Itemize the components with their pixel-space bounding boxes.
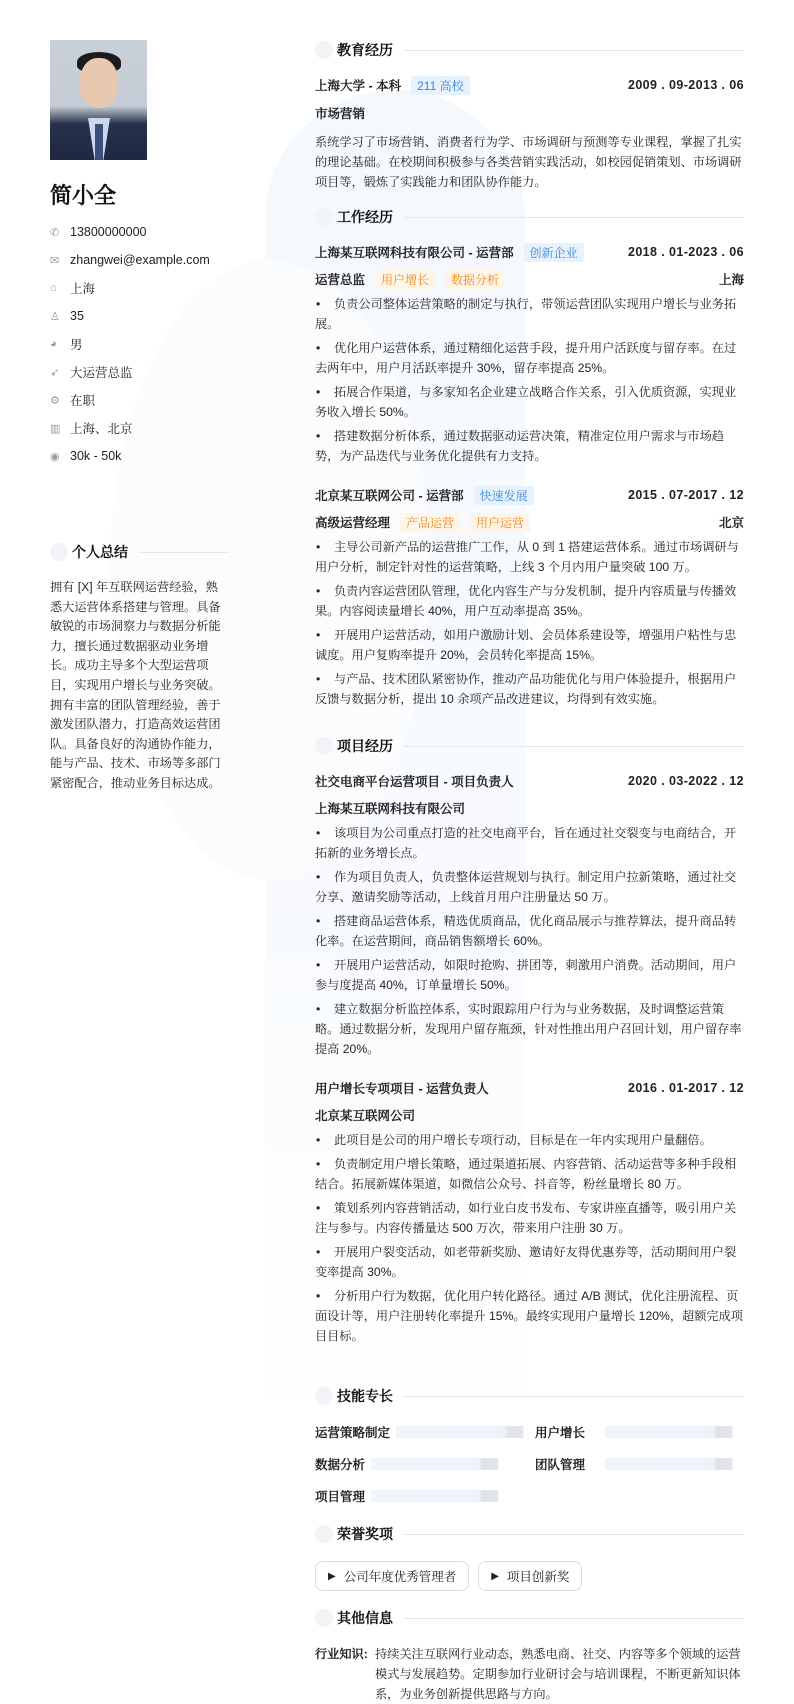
skill-tag: 用户运营 — [470, 513, 530, 532]
date-range: 2016 . 01-2017 . 12 — [627, 1081, 744, 1095]
contact-item — [50, 386, 210, 414]
section-title: 教育经历 — [337, 42, 393, 58]
bullet-item: • 优化用户运营体系，通过精细化运营手段，提升用户活跃度与留存率。在过去两年中，用户月活跃率提升 30%，留存率提高 25%。 — [315, 338, 744, 378]
skill-level-fill — [371, 1458, 498, 1470]
project-header — [315, 770, 744, 792]
date-range: 2020 . 03-2022 . 12 — [627, 774, 744, 788]
project-name: 用户增长专项项目 - 运营负责人 — [315, 1082, 489, 1096]
contact-value: 上海、北京 — [70, 422, 133, 436]
skill-level-fill — [605, 1426, 732, 1438]
education-date: 2009 . 09-2013 . 06 — [627, 78, 744, 92]
award-button[interactable] — [315, 1561, 469, 1591]
bullet-item: • 负责公司整体运营策略的制定与执行，带领运营团队实现用户增长与业务拓展。 — [315, 294, 744, 334]
company-row — [315, 1104, 744, 1126]
award-label: 公司年度优秀管理者 — [343, 1570, 457, 1584]
bullet-list — [315, 537, 744, 709]
date-range: 2015 . 07-2017 . 12 — [627, 488, 744, 502]
job-header — [315, 484, 744, 506]
salary-icon: ◉ — [50, 450, 60, 463]
skill-item — [535, 1421, 744, 1443]
paper-plane-icon: ➶ — [50, 366, 60, 379]
contact-value: 男 — [70, 338, 83, 352]
bullet-item: • 作为项目负责人，负责整体运营规划与执行。制定用户拉新策略，通过社交分享、邀请奖励等活动，上线首月用户注册量达 50 万。 — [315, 867, 744, 907]
other-label: 行业知识: — [315, 1647, 368, 1661]
section-title: 工作经历 — [337, 209, 393, 225]
bullet-item: • 搭建商品运营体系，精选优质商品，优化商品展示与推荐算法，提升商品转化率。在运营期间，商品销售额增长 60%。 — [315, 911, 744, 951]
skill-level-bar — [605, 1426, 733, 1438]
contact-item — [50, 442, 210, 470]
job-header — [315, 241, 744, 263]
skill-level-fill — [371, 1490, 498, 1502]
skill-level-fill — [396, 1426, 523, 1438]
bullet-item: • 负责内容运营团队管理，优化内容生产与分发机制，提升内容质量与传播效果。内容阅读量增长 40%，用户互动率提高 35%。 — [315, 581, 744, 621]
skill-name: 数据分析 — [315, 1458, 366, 1472]
other-section — [315, 1606, 744, 1704]
section-title: 个人总结 — [72, 544, 128, 560]
education-description: 系统学习了市场营销、消费者行为学、市场调研与预测等专业课程，掌握了扎实的理论基础。在校期间积极参与各类营销实践活动，如校园促销策划、市场调研项目等，锻炼了实践能力和团队协作能力。 — [315, 135, 742, 189]
home-icon: ⌂ — [50, 282, 57, 294]
bullet-item: • 开展用户运营活动，如用户激励计划、会员体系建设等，增强用户粘性与忠诚度。用户复购率提升 20%，会员转化率提高 15%。 — [315, 625, 744, 665]
contact-value: 大运营总监 — [70, 366, 133, 380]
bullet-list — [315, 294, 744, 466]
section-icon — [315, 208, 333, 226]
bullet-item: • 负责制定用户增长策略，通过渠道拓展、内容营销、活动运营等多种手段相结合。拓展新媒体渠道，如微信公众号、抖音等，粉丝量增长 80 万。 — [315, 1154, 744, 1194]
other-text: 持续关注互联网行业动态，熟悉电商、社交、内容等多个领域的运营模式与发展趋势。定期参加行业研讨会与培训课程，不断更新知识体系，为业务创新提供思路与方向。 — [375, 1647, 741, 1701]
contact-item — [50, 330, 210, 358]
bullet-item: • 该项目为公司重点打造的社交电商平台，旨在通过社交裂变与电商结合，开拓新的业务增长点。 — [315, 823, 744, 863]
company-name: 北京某互联网公司 - 运营部 — [315, 489, 464, 503]
title-group — [315, 1079, 489, 1097]
skill-level-bar — [371, 1490, 499, 1502]
contact-value: 上海 — [70, 282, 96, 296]
skill-item — [535, 1453, 744, 1475]
section-title: 其他信息 — [337, 1610, 393, 1626]
award-label: 项目创新奖 — [506, 1570, 570, 1584]
role-group — [315, 513, 530, 532]
title-group — [315, 772, 514, 790]
contact-value: 13800000000 — [70, 225, 147, 239]
section-icon — [50, 543, 68, 561]
role-row — [315, 511, 744, 533]
contact-value: zhangwei@example.com — [70, 253, 210, 267]
skills-section — [315, 1384, 744, 1507]
bullet-item: • 建立数据分析监控体系，实时跟踪用户行为与业务数据，及时调整运营策略。通过数据分析，发现用户留存瓶颈，针对性推出用户召回计划，用户留存率提高 20%。 — [315, 999, 744, 1059]
bullet-list — [315, 1130, 744, 1346]
awards-section — [315, 1522, 744, 1591]
skill-name: 团队管理 — [535, 1458, 586, 1472]
education-section — [315, 38, 744, 192]
skill-item — [315, 1421, 535, 1443]
contact-value: 在职 — [70, 394, 96, 408]
section-icon — [315, 1387, 333, 1405]
summary-section — [50, 540, 230, 794]
contact-item — [50, 358, 210, 386]
gender-icon: ◕ — [50, 338, 57, 350]
company-name: 北京某互联网公司 — [315, 1109, 416, 1123]
section-icon — [315, 737, 333, 755]
play-triangle-icon: ▶ — [491, 1570, 499, 1582]
school-tag: 211 高校 — [411, 76, 469, 95]
bullet-item: • 搭建数据分析体系，通过数据驱动运营决策，精准定位用户需求与市场趋势，为产品迭代与业务优化提供有力支持。 — [315, 426, 744, 466]
role: 高级运营经理 — [315, 516, 391, 530]
bullet-item: • 开展用户裂变活动，如老带新奖励、邀请好友得优惠券等，活动期间用户裂变率提高 30%。 — [315, 1242, 744, 1282]
bullet-item: • 此项目是公司的用户增长专项行动，目标是在一年内实现用户量翻倍。 — [315, 1130, 744, 1150]
title-group — [315, 486, 534, 505]
gear-icon: ⚙ — [50, 394, 60, 407]
contact-value: 30k - 50k — [70, 449, 122, 463]
city: 北京 — [718, 516, 744, 530]
skill-item — [315, 1485, 535, 1507]
company-row — [315, 797, 744, 819]
skill-item — [315, 1453, 535, 1475]
company-tag: 快速发展 — [474, 486, 534, 505]
contact-item — [50, 274, 210, 302]
title-group — [315, 243, 584, 262]
avatar-photo — [50, 40, 147, 160]
contact-item — [50, 246, 210, 274]
bullet-item: • 分析用户行为数据，优化用户转化路径。通过 A/B 测试，优化注册流程、页面设计等，用户注册转化率提升 15%。最终实现用户量增长 120%，超额完成项目目标。 — [315, 1286, 744, 1346]
candidate-name: 简小全 — [50, 183, 117, 208]
role: 运营总监 — [315, 273, 366, 287]
work-section — [315, 205, 744, 709]
skill-tag: 用户增长 — [375, 270, 435, 289]
bullet-item: • 策划系列内容营销活动，如行业白皮书发布、专家讲座直播等，吸引用户关注与参与。内容传播量达 500 万次，带来用户注册 30 万。 — [315, 1198, 744, 1238]
mail-icon: ✉ — [50, 254, 60, 267]
skill-tag: 产品运营 — [400, 513, 460, 532]
contact-value: 35 — [70, 309, 84, 323]
company-name: 上海某互联网科技有限公司 - 运营部 — [315, 246, 514, 260]
phone-icon: ✆ — [50, 226, 60, 239]
section-title: 荣誉奖项 — [337, 1526, 393, 1542]
project-header — [315, 1077, 744, 1099]
skill-level-bar — [396, 1426, 524, 1438]
skill-tag: 数据分析 — [445, 270, 505, 289]
contact-list — [50, 218, 210, 470]
skill-level-fill — [605, 1458, 732, 1470]
role-group — [315, 270, 505, 289]
bullet-list — [315, 823, 744, 1059]
school-name: 上海大学 - 本科 — [315, 79, 402, 93]
company-name: 上海某互联网科技有限公司 — [315, 802, 466, 816]
section-title: 项目经历 — [337, 738, 393, 754]
major: 市场营销 — [315, 107, 366, 121]
project-name: 社交电商平台运营项目 - 项目负责人 — [315, 775, 514, 789]
section-icon — [315, 1609, 333, 1627]
skill-level-bar — [605, 1458, 733, 1470]
city: 上海 — [718, 273, 744, 287]
contact-item — [50, 218, 210, 246]
section-title: 技能专长 — [337, 1388, 393, 1404]
award-button[interactable] — [478, 1561, 582, 1591]
section-icon — [315, 1525, 333, 1543]
role-row — [315, 268, 744, 290]
bullet-item: • 主导公司新产品的运营推广工作，从 0 到 1 搭建运营体系。通过市场调研与用户分析，制定针对性的运营策略，上线 3 个月内用户量突破 100 万。 — [315, 537, 744, 577]
section-icon — [315, 41, 333, 59]
contact-item — [50, 414, 210, 442]
building-icon: ▥ — [50, 422, 61, 435]
play-triangle-icon: ▶ — [328, 1570, 336, 1582]
projects-section — [315, 734, 744, 1346]
bullet-item: • 拓展合作渠道，与多家知名企业建立战略合作关系，引入优质资源，实现业务收入增长 50%。 — [315, 382, 744, 422]
skill-name: 运营策略制定 — [315, 1426, 391, 1440]
company-tag: 创新企业 — [524, 243, 584, 262]
skill-name: 项目管理 — [315, 1490, 366, 1504]
bullet-item: • 开展用户运营活动，如限时抢购、拼团等，刺激用户消费。活动期间，用户参与度提高 40%，订单量增长 50%。 — [315, 955, 744, 995]
contact-item — [50, 302, 210, 330]
skill-name: 用户增长 — [535, 1426, 586, 1440]
summary-text: 拥有 [X] 年互联网运营经验，熟悉大运营体系搭建与管理。具备敏锐的市场洞察力与数据分析能力，擅长通过数据驱动业务增长。成功主导多个大型运营项目，实现用户增长与业务突破。拥有丰富的团队管理经验，善于激发团队潜力，打造高效运营团队。具备良好的沟通协作能力，能与产品、技术、市场等多部门紧密配合，推动业务目标达成。 — [50, 580, 221, 790]
cake-icon: ♙ — [50, 310, 60, 323]
skill-level-bar — [371, 1458, 499, 1470]
date-range: 2018 . 01-2023 . 06 — [627, 245, 744, 259]
bullet-item: • 与产品、技术团队紧密协作，推动产品功能优化与用户体验提升，根据用户反馈与数据分析，提出 10 余项产品改进建议，均得到有效实施。 — [315, 669, 744, 709]
